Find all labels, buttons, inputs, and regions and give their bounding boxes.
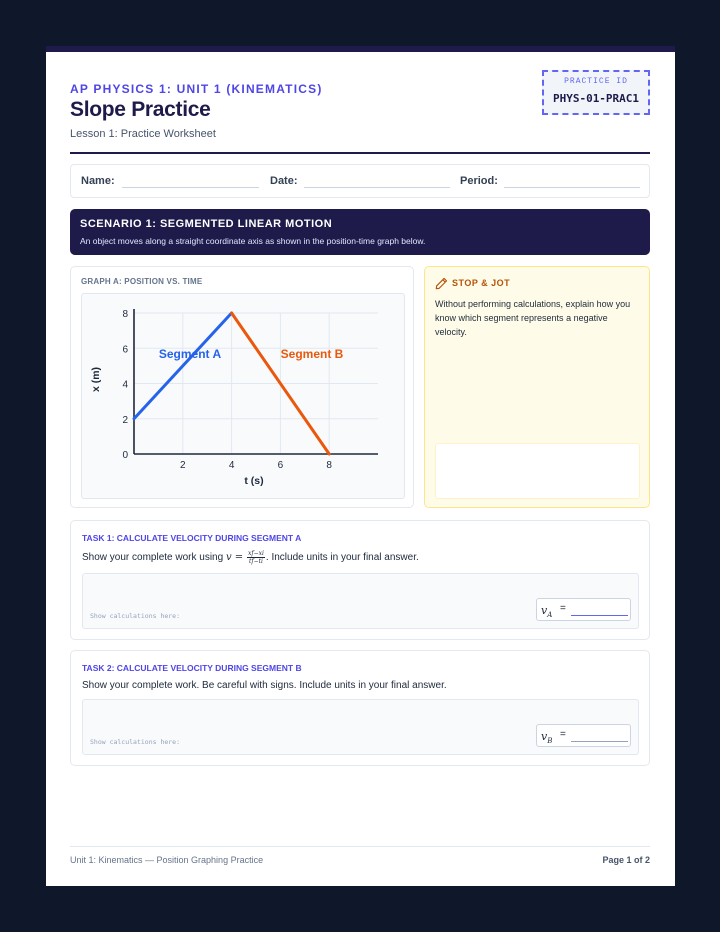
stop-and-jot-card <box>424 266 650 508</box>
x-tick-label-6: 6 <box>277 460 284 471</box>
series-label-2: Segment B <box>280 347 344 361</box>
practice-id-label: PRACTICE ID <box>564 77 628 86</box>
period-field[interactable] <box>504 187 640 188</box>
task-2-work-hint: Show calculations here: <box>90 738 181 746</box>
task-2-title: TASK 2: CALCULATE VELOCITY DURING SEGMENT B <box>82 663 302 673</box>
y-tick-label-2: 2 <box>122 414 128 426</box>
task-1-text-after: . Include units in your final answer. <box>265 552 419 564</box>
page-title: Slope Practice <box>70 98 211 121</box>
y-tick-label-8: 8 <box>122 309 128 320</box>
graph-label: GRAPH A: POSITION VS. TIME <box>81 277 203 286</box>
task-1-title: TASK 1: CALCULATE VELOCITY DURING SEGMENT A <box>82 533 302 543</box>
header-divider <box>70 152 650 154</box>
scenario-title: SCENARIO 1: SEGMENTED LINEAR MOTION <box>80 218 333 230</box>
stop-and-jot-prompt: Without performing calculations, explain how you know which segment represents a negative velocity. <box>435 299 631 337</box>
velocity-formula-lhs: v = <box>225 552 244 564</box>
chart-labels <box>90 347 344 487</box>
velocity-b-symbol: $v_B$ <box>541 730 553 746</box>
name-field[interactable] <box>122 187 259 188</box>
graph-card <box>70 266 414 508</box>
velocity-b-answer-box[interactable] <box>536 724 631 747</box>
y-tick-label-4: 4 <box>122 379 128 391</box>
series-label-1: Segment A <box>158 347 222 361</box>
formula-denominator: tf−ti <box>248 558 263 565</box>
name-label: Name: <box>81 175 115 187</box>
x-tick-label-8: 8 <box>326 460 332 471</box>
practice-id-value: PHYS-01-PRAC1 <box>552 92 640 105</box>
stop-and-jot-title: STOP & JOT <box>452 277 511 288</box>
x-tick-label-2: 2 <box>180 460 186 471</box>
task-1-text-before: Show your complete work using <box>82 552 226 564</box>
course-label: AP PHYSICS 1: UNIT 1 (KINEMATICS) <box>70 82 323 96</box>
x-axis-label: t (s) <box>244 475 264 487</box>
task-1-work-hint: Show calculations here: <box>90 612 181 620</box>
velocity-formula-fraction <box>247 550 265 565</box>
y-tick-label-6: 6 <box>122 344 128 356</box>
task-2-work-area[interactable] <box>82 699 639 755</box>
footer-divider <box>70 846 650 847</box>
velocity-b-equals: = <box>560 729 566 740</box>
pencil-icon <box>435 277 448 290</box>
task-2-card <box>70 650 650 766</box>
y-tick-label-0: 0 <box>122 450 128 461</box>
y-axis-label: x (m) <box>90 366 102 393</box>
formula-numerator: xf−xi <box>247 550 264 557</box>
velocity-a-answer-line[interactable] <box>571 615 628 616</box>
chart-axes <box>134 309 378 454</box>
task-2-instructions: Show your complete work. Be careful with signs. Include units in your final answer. <box>82 680 447 691</box>
date-label: Date: <box>270 175 298 187</box>
position-time-chart <box>82 294 406 500</box>
period-label: Period: <box>460 175 498 187</box>
worksheet-page <box>46 46 675 886</box>
task-1-work-area[interactable] <box>82 573 639 629</box>
task-1-card <box>70 520 650 640</box>
graph-frame <box>81 293 405 499</box>
velocity-a-equals: = <box>560 603 566 614</box>
stop-and-jot-header <box>435 277 510 290</box>
page-subtitle: Lesson 1: Practice Worksheet <box>70 128 216 140</box>
page-number: Page 1 of 2 <box>602 855 650 865</box>
student-info-bar <box>70 164 650 198</box>
chart-grid <box>134 313 378 454</box>
practice-id-box <box>542 70 650 115</box>
x-tick-label-4: 4 <box>228 460 235 471</box>
date-field[interactable] <box>304 187 450 188</box>
velocity-a-symbol: $v_A$ <box>541 604 553 620</box>
velocity-a-answer-box[interactable] <box>536 598 631 621</box>
task-1-instructions <box>82 550 419 565</box>
chart-ticks <box>122 309 332 471</box>
scenario-description: An object moves along a straight coordinate axis as shown in the position-time graph below. <box>80 236 426 246</box>
stop-and-jot-answer-box[interactable] <box>435 443 640 499</box>
footer-unit-label: Unit 1: Kinematics — Position Graphing Practice <box>70 855 264 865</box>
scenario-banner <box>70 209 650 255</box>
velocity-b-answer-line[interactable] <box>571 741 628 742</box>
